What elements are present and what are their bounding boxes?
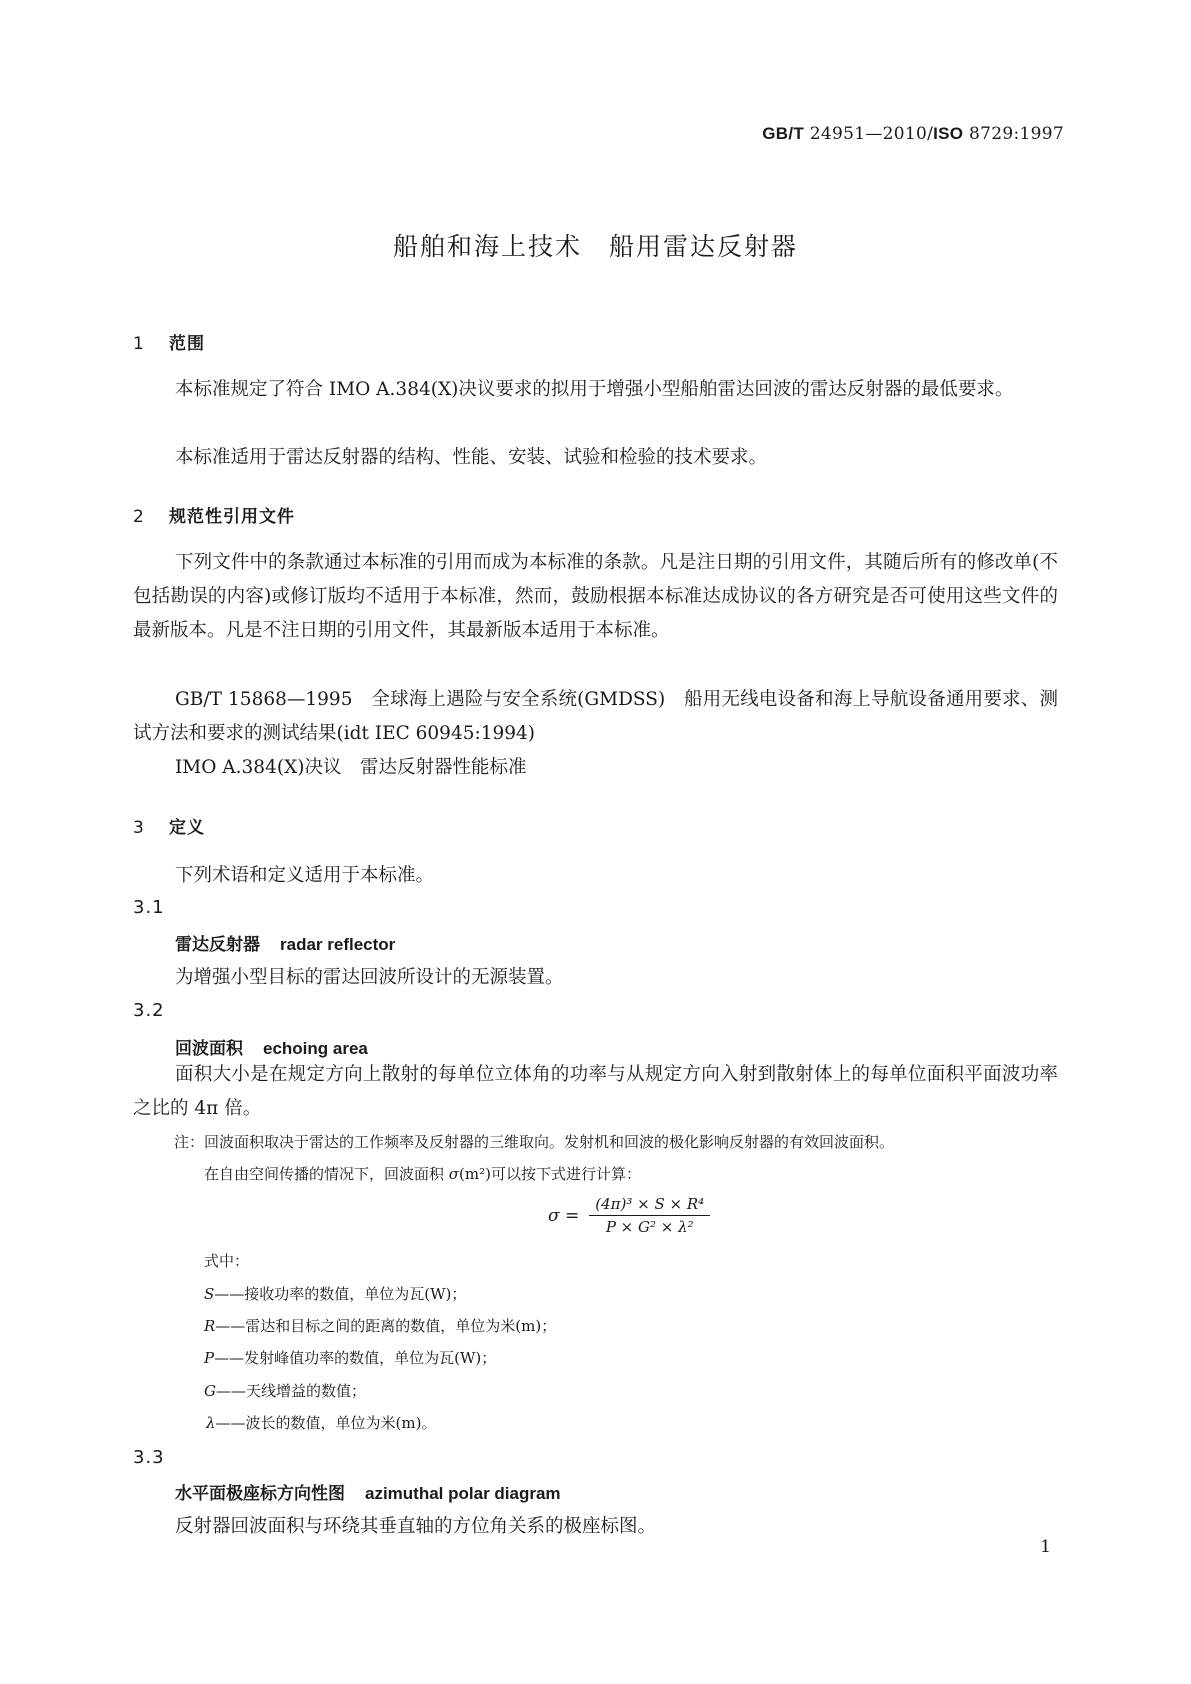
variable-definition: λ——波长的数值，单位为米(m)。: [206, 1414, 437, 1432]
variable-definition: P——发射峰值功率的数值，单位为瓦(W)；: [204, 1349, 497, 1367]
variable-definition: R——雷达和目标之间的距离的数值，单位为米(m)；: [204, 1317, 557, 1335]
term-english: echoing area: [263, 1039, 368, 1058]
term-heading: [175, 1034, 368, 1059]
section-heading-definitions: [133, 813, 205, 838]
paragraph: 本标准规定了符合 IMO A.384(X)决议要求的拟用于增强小型船舶雷达回波的雷达反射器的最低要求。: [175, 379, 1014, 400]
reference-entry: IMO A.384(X)决议 雷达反射器性能标准: [175, 757, 527, 778]
term-english: azimuthal polar diagram: [365, 1484, 561, 1503]
definitions-intro: 下列术语和定义适用于本标准。: [175, 865, 435, 886]
term-number: 3.1: [133, 897, 165, 918]
variable-definition: S——接收功率的数值，单位为瓦(W)；: [204, 1285, 467, 1303]
term-definition: 为增强小型目标的雷达回波所设计的无源装置。: [175, 967, 564, 988]
variable-definition: G——天线增益的数值；: [204, 1382, 366, 1400]
section-number: 1: [133, 334, 145, 354]
term-chinese: 水平面极座标方向性图: [175, 1484, 345, 1504]
term-english: radar reflector: [280, 935, 396, 954]
section-title: 定义: [169, 818, 205, 838]
formula-where: 式中：: [204, 1252, 250, 1270]
term-chinese: 回波面积: [175, 1039, 243, 1059]
document-title: 船舶和海上技术 船用雷达反射器: [392, 232, 798, 261]
formula-fraction: [589, 1195, 710, 1236]
section-number: 2: [133, 507, 145, 527]
standard-number-header: [762, 124, 1064, 144]
section-title: 范围: [169, 334, 205, 354]
header-code-iso-number: 8729:1997: [963, 124, 1064, 144]
echo-area-formula: [548, 1195, 710, 1236]
note: 注：回波面积取决于雷达的工作频率及反射器的三维取向。发射机和回波的极化影响反射器的有效回波面积。: [174, 1133, 895, 1151]
term-definition: 反射器回波面积与环绕其垂直轴的方位角关系的极座标图。: [175, 1516, 657, 1537]
page-number: 1: [1040, 1537, 1051, 1557]
header-code-prefix: GB/T: [762, 124, 805, 143]
term-chinese: 雷达反射器: [175, 935, 260, 955]
paragraph: 本标准适用于雷达反射器的结构、性能、安装、试验和检验的技术要求。: [175, 447, 768, 468]
term-definition: 面积大小是在规定方向上散射的每单位立体角的功率与从规定方向入射到散射体上的每单位面积平面波功率之比的 4π 倍。: [133, 1064, 1058, 1119]
formula-denominator: P × G² × λ²: [605, 1218, 694, 1236]
reference-entry: GB/T 15868—1995 全球海上遇险与安全系统(GMDSS) 船用无线电设备和海上导航设备通用要求、测试方法和要求的测试结果(idt IEC 60945:1994): [133, 689, 1058, 744]
section-number: 3: [133, 818, 145, 838]
header-code-iso: ISO: [933, 124, 964, 143]
term-number: 3.2: [133, 1000, 165, 1021]
term-heading: [175, 930, 395, 955]
header-code-number: 24951—2010/: [804, 124, 934, 144]
sigma-symbol: σ: [448, 1165, 460, 1183]
paragraph: 下列文件中的条款通过本标准的引用而成为本标准的条款。凡是注日期的引用文件，其随后所有的修改单(不包括勘误的内容)或修订版均不适用于本标准，然而，鼓励根据本标准达成协议的各方研究是否可使用这些文件的最新版本。凡是不注日期的引用文件，其最新版本适用于本标准。: [133, 552, 1058, 641]
section-heading-scope: [133, 329, 205, 354]
section-title: 规范性引用文件: [169, 507, 295, 527]
section-heading-normative-references: [133, 502, 295, 527]
term-heading: [175, 1479, 561, 1504]
formula-numerator: (4π)³ × S × R⁴: [589, 1195, 710, 1216]
formula-lhs: σ =: [548, 1205, 580, 1226]
formula-intro: 在自由空间传播的情况下，回波面积 σ(m²)可以按下式进行计算：: [204, 1165, 641, 1183]
term-number: 3.3: [133, 1447, 165, 1468]
